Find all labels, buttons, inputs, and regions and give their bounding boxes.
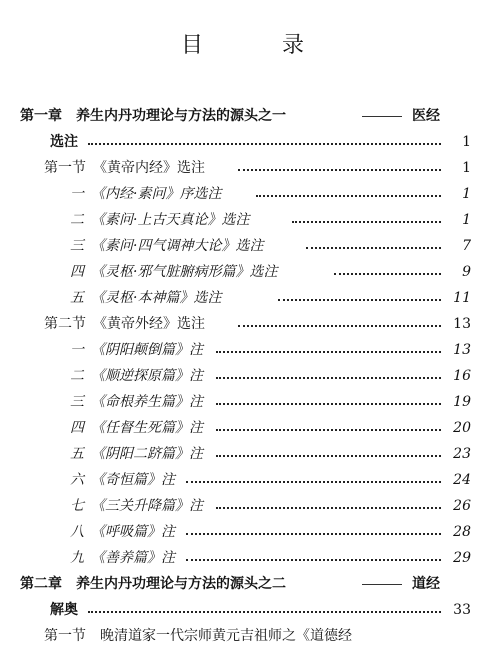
toc-entry	[0, 600, 485, 620]
dot-leader	[88, 143, 441, 145]
toc-entry	[0, 548, 485, 568]
entry-label: 四 《任督生死篇》注	[70, 420, 203, 436]
dot-leader	[216, 429, 441, 431]
chapter-1-heading	[0, 106, 485, 126]
entry-label: 三 《素问·四气调神大论》选注	[70, 238, 264, 254]
chapter-2-dash	[358, 574, 406, 594]
entry-label: 五 《阴阳二跻篇》注	[70, 446, 203, 462]
entry-label: 一 《阴阳颠倒篇》注	[70, 342, 203, 358]
dot-leader	[88, 611, 441, 613]
dot-leader	[186, 559, 441, 561]
entry-label: 三 《命根养生篇》注	[70, 394, 203, 410]
toc-entry	[0, 210, 485, 230]
page-number: 19	[453, 394, 471, 410]
dot-leader	[216, 351, 441, 353]
dot-leader	[186, 533, 441, 535]
page-number: 1	[462, 160, 471, 176]
entry-label: 四 《灵枢·邪气脏腑病形篇》选注	[70, 264, 278, 280]
dot-leader	[216, 403, 441, 405]
chapter-2-title-end: 道经	[412, 576, 440, 592]
toc-entry	[0, 236, 485, 256]
toc-entry	[0, 470, 485, 490]
page-number: 26	[453, 498, 471, 514]
entry-label: 五 《灵枢·本神篇》选注	[70, 290, 222, 306]
page-number: 1	[462, 212, 471, 228]
page-number: 1	[462, 134, 471, 150]
toc-entry	[0, 158, 485, 178]
entry-label: 二 《素问·上古天真论》选注	[70, 212, 250, 228]
page-number: 1	[462, 186, 471, 202]
dot-leader	[238, 325, 441, 327]
dot-leader	[216, 455, 441, 457]
chapter-2-heading	[0, 574, 485, 594]
page-number: 28	[453, 524, 471, 540]
page-number: 24	[453, 472, 471, 488]
page-number: 7	[462, 238, 471, 254]
page-title: 目 录	[181, 33, 340, 58]
section-label: 第二节 《黄帝外经》选注	[44, 316, 205, 332]
page-number: 20	[453, 420, 471, 436]
dot-leader	[256, 195, 441, 197]
dot-leader	[186, 481, 441, 483]
page-number: 29	[453, 550, 471, 566]
toc-entry	[0, 522, 485, 542]
page-number: 9	[462, 264, 471, 280]
chapter-1-title-cont: 选注	[50, 134, 78, 150]
chapter-2-title-cont: 解奥	[50, 602, 78, 618]
toc-entry	[0, 444, 485, 464]
chapter-1-dash	[358, 106, 406, 126]
dot-leader	[278, 299, 441, 301]
entry-label: 六 《奇恒篇》注	[70, 472, 175, 488]
page-number: 16	[453, 368, 471, 384]
section-label: 第一节 晚清道家一代宗师黄元吉祖师之《道德经	[44, 628, 352, 644]
toc-entry	[0, 262, 485, 282]
dot-leader	[238, 169, 441, 171]
toc-entry	[0, 366, 485, 386]
page-number: 23	[453, 446, 471, 462]
dot-leader	[216, 377, 441, 379]
entry-label: 七 《三关升降篇》注	[70, 498, 203, 514]
entry-label: 二 《顺逆探原篇》注	[70, 368, 203, 384]
toc-entry	[0, 626, 485, 646]
toc-entry	[0, 132, 485, 152]
chapter-1-title-end: 医经	[412, 108, 440, 124]
dot-leader	[334, 273, 441, 275]
dot-leader	[292, 221, 441, 223]
toc-entry	[0, 392, 485, 412]
toc-entry	[0, 340, 485, 360]
toc-entry	[0, 418, 485, 438]
chapter-2-title: 第二章 养生内丹功理论与方法的源头之二	[20, 576, 286, 592]
toc-entry	[0, 288, 485, 308]
page-number: 13	[453, 316, 471, 332]
entry-label: 八 《呼吸篇》注	[70, 524, 175, 540]
dot-leader	[306, 247, 441, 249]
toc-entry	[0, 184, 485, 204]
page-number: 11	[453, 290, 471, 306]
chapter-1-title: 第一章 养生内丹功理论与方法的源头之一	[20, 108, 286, 124]
section-label: 第一节 《黄帝内经》选注	[44, 160, 205, 176]
page-number: 33	[453, 602, 471, 618]
entry-label: 一 《内经·素问》序选注	[70, 186, 222, 202]
dot-leader	[216, 507, 441, 509]
toc-entry	[0, 314, 485, 334]
entry-label: 九 《善养篇》注	[70, 550, 175, 566]
toc-entry	[0, 496, 485, 516]
page-number: 13	[453, 342, 471, 358]
